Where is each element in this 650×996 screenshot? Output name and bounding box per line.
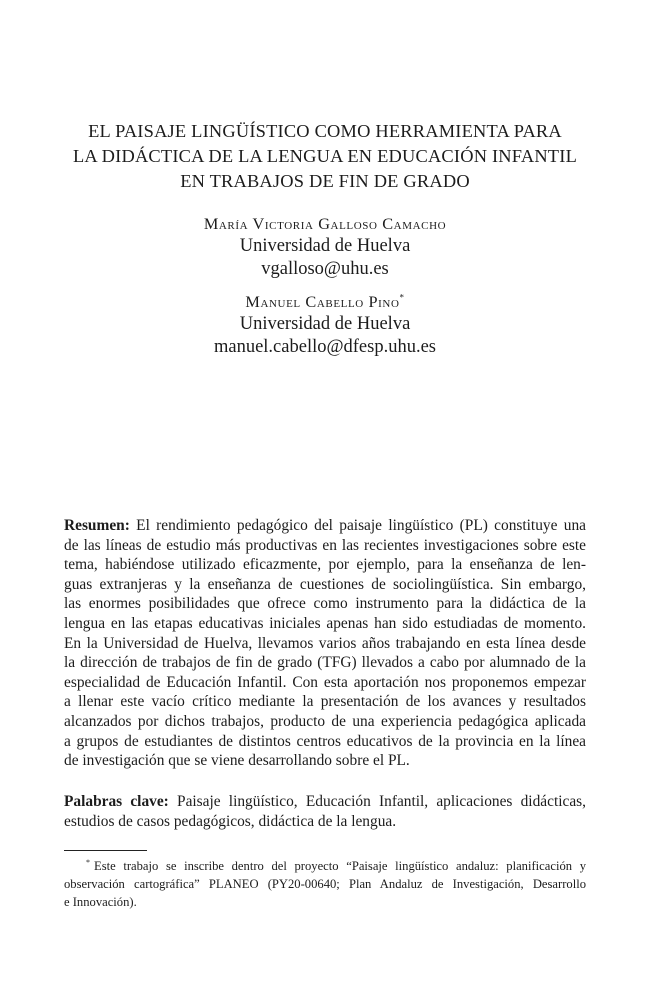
keywords: [64, 792, 586, 832]
keywords-text: Paisaje lingüístico, Educación Infantil, aplicaciones didácticas,: [177, 793, 586, 810]
footnote: [64, 857, 586, 911]
keywords-line: estudios de casos pedagógicos, didáctica de la lengua.: [64, 813, 397, 830]
author-affiliation: Universidad de Huelva: [239, 236, 411, 256]
footnote-text: Este trabajo se inscribe dentro del proyecto “Paisaje lingüístico andaluz: planificación y: [94, 859, 586, 873]
abstract: [64, 516, 586, 771]
author-name: [40, 290, 610, 313]
title-line-3: EN TRABAJOS DE FIN DE GRADO: [180, 171, 470, 191]
abstract-line: tema, habiéndose utilizado eficazmente, por ejemplo, para la enseñanza de len-: [64, 556, 586, 574]
author-email: vgalloso@uhu.es: [261, 259, 389, 279]
abstract-line: En la Universidad de Huelva, llevamos varios años trabajando en esta línea desde: [64, 634, 586, 652]
abstract-line: de las líneas de estudio más productivas en las recientes investigaciones sobre este: [64, 536, 586, 554]
title-line-1: EL PAISAJE LINGÜÍSTICO COMO HERRAMIENTA PARA: [88, 121, 562, 141]
author-email: manuel.cabello@dfesp.uhu.es: [213, 337, 436, 357]
abstract-line: a llenar este vacío crítico mediante la presentación de los avances y resultados: [64, 693, 586, 711]
footnote-divider: [64, 850, 147, 851]
author-name: María Victoria Galloso Camacho: [203, 214, 447, 233]
title-line-2: LA DIDÁCTICA DE LA LENGUA EN EDUCACIÓN INFANTIL: [72, 146, 578, 166]
abstract-line: especialidad de Educación Infantil. Con esta aportación nos proponemos empezar: [64, 673, 586, 691]
abstract-line: lengua en las etapas educativas iniciales apenas han sido estudiadas de momento.: [64, 614, 586, 632]
abstract-line: guas extranjeras y la enseñanza de cuestiones de sociolingüística. Sin embargo,: [64, 575, 586, 593]
keywords-label: Palabras clave:: [64, 793, 169, 810]
abstract-line: alcanzados por dichos trabajos, producto de una experiencia pedagógica aplicada: [64, 712, 586, 730]
abstract-line: las enormes posibilidades que ofrece como instrumento para la didáctica de la: [64, 595, 586, 613]
abstract-line: a grupos de estudiantes de distintos centros educativos de la provincia en la línea: [64, 732, 586, 750]
footnote-line: [64, 857, 586, 875]
keywords-line: [64, 792, 586, 812]
author-affiliation: Universidad de Huelva: [239, 314, 411, 334]
paper-title: [40, 119, 610, 194]
footnote-reference[interactable]: *: [399, 292, 405, 303]
author-1: [40, 212, 610, 281]
author-list: [40, 212, 610, 359]
footnote-line: e Innovación).: [64, 895, 137, 909]
abstract-line: la dirección de trabajos de fin de grado (TFG) llevados a cabo por alumnado de la: [64, 654, 586, 672]
abstract-text: El rendimiento pedagógico del paisaje lingüístico (PL) constituye una: [136, 517, 586, 534]
footnote-line: observación cartográfica” PLANEO (PY20-00640; Plan Andaluz de Investigación, Desarrollo: [64, 877, 586, 891]
abstract-label: Resumen:: [64, 517, 130, 534]
abstract-line: [64, 516, 586, 536]
author-2: [40, 290, 610, 359]
author-name-text: Manuel Cabello Pino: [245, 292, 400, 311]
abstract-line: de investigación que se viene desarrollando sobre el PL.: [64, 752, 410, 770]
footnote-mark: *: [86, 857, 90, 867]
